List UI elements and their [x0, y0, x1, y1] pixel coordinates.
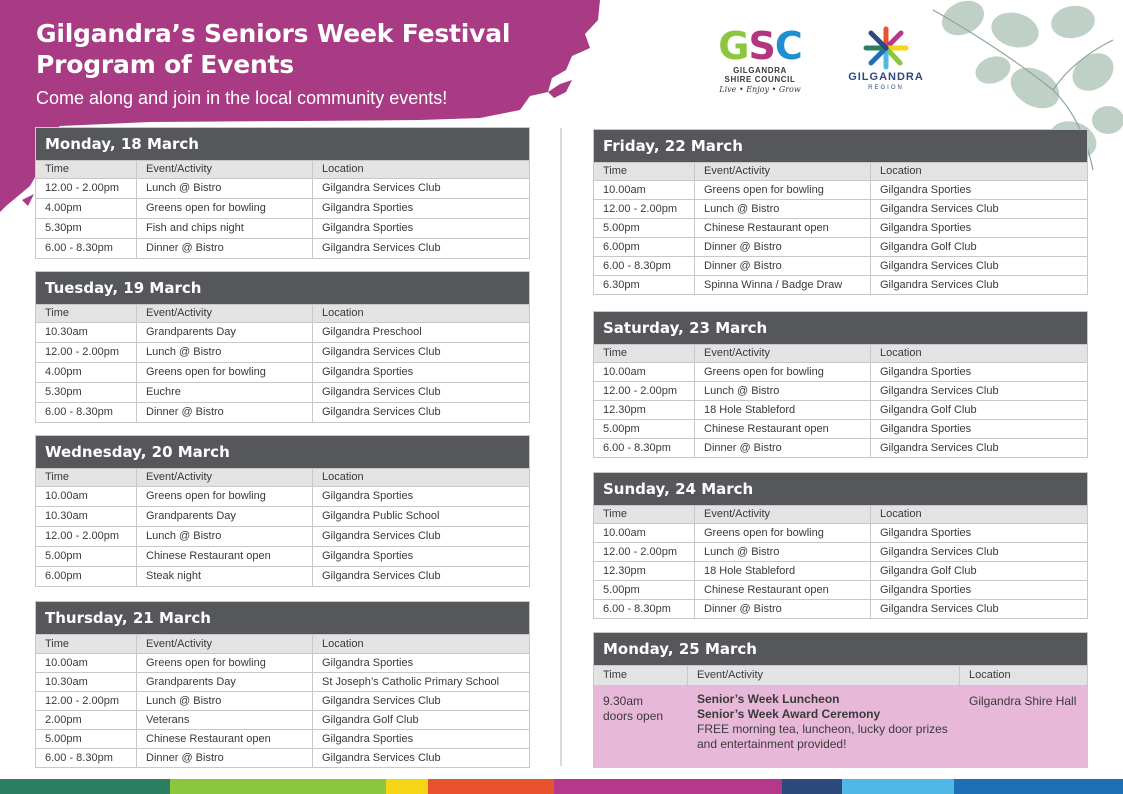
cell-event: Greens open for bowling: [694, 524, 870, 542]
cell-time: 10.00am: [45, 490, 88, 502]
page-subtitle: Come along and join in the local community events!: [36, 88, 448, 108]
color-stripe: [0, 779, 1123, 794]
day-table-thursday-21: [35, 601, 530, 768]
table-row: [36, 653, 529, 672]
cell-location: Gilgandra Sporties: [312, 487, 529, 506]
cell-event: Greens open for bowling: [694, 363, 870, 381]
table-row: [594, 400, 1087, 419]
cell-location: Gilgandra Services Club: [312, 527, 529, 546]
day-table-sunday-24: [593, 472, 1088, 619]
cell-location: Gilgandra Sporties: [870, 581, 1087, 599]
day-title: Saturday, 23 March: [594, 312, 1087, 344]
cell-location: Gilgandra Services Club: [870, 439, 1087, 457]
table-row: [36, 566, 529, 586]
table-row: [594, 599, 1087, 618]
column-header-location: Location: [959, 666, 1087, 685]
table-row: [36, 506, 529, 526]
cell-event: Dinner @ Bistro: [694, 257, 870, 275]
cell-time: 10.30am: [45, 326, 88, 338]
table-row: [36, 342, 529, 362]
table-row: [36, 526, 529, 546]
cell-time: 10.00am: [603, 527, 646, 539]
cell-location: Gilgandra Services Club: [870, 257, 1087, 275]
event-description: FREE morning tea, luncheon, lucky door prizes and entertainment provided!: [697, 722, 948, 751]
table-row: [36, 218, 529, 238]
stripe-segment: [386, 779, 428, 794]
cell-event: Dinner @ Bistro: [136, 749, 312, 767]
table-row: [594, 381, 1087, 400]
column-header-location: Location: [870, 506, 1087, 523]
column-header-row: [36, 304, 529, 322]
cell-time: 5.00pm: [45, 733, 82, 745]
table-row: [594, 561, 1087, 580]
cell-time: 12.30pm: [603, 565, 646, 577]
cell-location: Gilgandra Services Club: [870, 543, 1087, 561]
column-header-event: Event/Activity: [136, 635, 312, 653]
cell-event: Steak night: [136, 567, 312, 586]
cell-time: 6.30pm: [603, 279, 640, 291]
gsc-logo: [712, 26, 808, 108]
cell-time: 6.00 - 8.30pm: [45, 752, 113, 764]
cell-event: [687, 686, 959, 767]
day-title: Sunday, 24 March: [594, 473, 1087, 505]
column-header-time: Time: [603, 508, 628, 520]
cell-time: 5.30pm: [45, 386, 82, 398]
cell-event: Chinese Restaurant open: [694, 581, 870, 599]
cell-time: 6.00 - 8.30pm: [45, 406, 113, 418]
cell-location: Gilgandra Services Club: [870, 200, 1087, 218]
column-header-location: Location: [312, 161, 529, 178]
column-header-event: Event/Activity: [136, 305, 312, 322]
cell-location: Gilgandra Public School: [312, 507, 529, 526]
event-doors: doors open: [603, 709, 664, 723]
cell-time: 10.30am: [45, 676, 88, 688]
day-title: Tuesday, 19 March: [36, 272, 529, 304]
cell-event: 18 Hole Stableford: [694, 562, 870, 580]
table-row: [36, 402, 529, 422]
stripe-segment: [0, 779, 170, 794]
day-title: Monday, 18 March: [36, 128, 529, 160]
cell-location: Gilgandra Services Club: [870, 600, 1087, 618]
cell-event: Lunch @ Bistro: [694, 543, 870, 561]
cell-location: Gilgandra Sporties: [870, 420, 1087, 438]
cell-event: Grandparents Day: [136, 323, 312, 342]
column-header-location: Location: [312, 635, 529, 653]
cell-event: Lunch @ Bistro: [694, 382, 870, 400]
cell-location: Gilgandra Shire Hall: [959, 686, 1087, 767]
cell-event: Greens open for bowling: [136, 654, 312, 672]
cell-event: Lunch @ Bistro: [694, 200, 870, 218]
table-row: [36, 322, 529, 342]
gsc-logo-tagline: Live • Enjoy • Grow: [719, 85, 801, 94]
table-row: [594, 180, 1087, 199]
cell-event: Chinese Restaurant open: [694, 420, 870, 438]
cell-event: Chinese Restaurant open: [136, 730, 312, 748]
cell-time: 6.00pm: [45, 570, 82, 582]
cell-location: Gilgandra Golf Club: [312, 711, 529, 729]
cell-event: Spinna Winna / Badge Draw: [694, 276, 870, 294]
column-header-location: Location: [870, 163, 1087, 180]
cell-event: Dinner @ Bistro: [694, 238, 870, 256]
cell-location: Gilgandra Services Club: [312, 567, 529, 586]
cell-location: Gilgandra Sporties: [312, 363, 529, 382]
gsc-logo-line1: GILGANDRA: [733, 66, 787, 75]
column-header-time: Time: [45, 307, 70, 319]
cell-event: Chinese Restaurant open: [694, 219, 870, 237]
column-header-event: Event/Activity: [136, 161, 312, 178]
cell-time: 10.00am: [45, 657, 88, 669]
gilgandra-region-logo: [836, 26, 936, 106]
cell-location: Gilgandra Preschool: [312, 323, 529, 342]
region-logo-name: GILGANDRA: [848, 71, 924, 83]
page-title-line2: Program of Events: [36, 50, 294, 79]
column-header-row: [36, 634, 529, 653]
cell-event: Fish and chips night: [136, 219, 312, 238]
cell-location: Gilgandra Services Club: [870, 382, 1087, 400]
cell-event: Veterans: [136, 711, 312, 729]
cell-location: Gilgandra Sporties: [870, 524, 1087, 542]
cell-event: Euchre: [136, 383, 312, 402]
cell-time: 12.00 - 2.00pm: [603, 546, 677, 558]
column-header-location: Location: [312, 469, 529, 486]
cell-event: Lunch @ Bistro: [136, 527, 312, 546]
column-header-event: Event/Activity: [687, 666, 959, 685]
cell-time: 6.00 - 8.30pm: [603, 603, 671, 615]
cell-location: Gilgandra Services Club: [312, 179, 529, 198]
cell-location: Gilgandra Golf Club: [870, 401, 1087, 419]
cell-time: 5.30pm: [45, 222, 82, 234]
cell-event: Grandparents Day: [136, 673, 312, 691]
cell-location: Gilgandra Services Club: [312, 403, 529, 422]
cell-time: 12.00 - 2.00pm: [603, 203, 677, 215]
table-row: [594, 237, 1087, 256]
cell-time: 12.00 - 2.00pm: [45, 182, 119, 194]
cell-time: 2.00pm: [45, 714, 82, 726]
table-row: [36, 672, 529, 691]
cell-time: 12.00 - 2.00pm: [603, 385, 677, 397]
cell-location: Gilgandra Sporties: [870, 219, 1087, 237]
column-header-time: Time: [45, 471, 70, 483]
cell-event: Grandparents Day: [136, 507, 312, 526]
cell-event: Chinese Restaurant open: [136, 547, 312, 566]
cell-time: 5.00pm: [603, 584, 640, 596]
column-header-time: Time: [603, 165, 628, 177]
column-header-row: [36, 160, 529, 178]
cell-time: 5.00pm: [603, 222, 640, 234]
cell-location: Gilgandra Golf Club: [870, 238, 1087, 256]
table-row: [594, 218, 1087, 237]
cell-time: 10.00am: [603, 184, 646, 196]
day-title: Thursday, 21 March: [36, 602, 529, 634]
cell-location: Gilgandra Services Club: [312, 749, 529, 767]
column-header-location: Location: [312, 305, 529, 322]
table-row: [36, 198, 529, 218]
day-table-friday-22: [593, 129, 1088, 295]
cell-time: 12.30pm: [603, 404, 646, 416]
cell-location: Gilgandra Services Club: [312, 383, 529, 402]
cell-location: Gilgandra Services Club: [312, 343, 529, 362]
stripe-segment: [954, 779, 1123, 794]
highlight-event-row: [594, 685, 1087, 767]
table-row: [36, 748, 529, 767]
region-star-icon: [861, 26, 911, 70]
cell-time: 12.00 - 2.00pm: [45, 695, 119, 707]
cell-location: Gilgandra Services Club: [870, 276, 1087, 294]
day-table-saturday-23: [593, 311, 1088, 458]
cell-location: Gilgandra Sporties: [312, 219, 529, 238]
table-row: [594, 438, 1087, 457]
table-row: [36, 486, 529, 506]
table-row: [594, 580, 1087, 599]
page-title-line1: Gilgandra’s Seniors Week Festival: [36, 19, 511, 48]
event-time: 9.30am: [603, 694, 644, 708]
cell-location: St Joseph’s Catholic Primary School: [312, 673, 529, 691]
stripe-segment: [554, 779, 782, 794]
table-row: [36, 546, 529, 566]
table-row: [594, 256, 1087, 275]
day-title: Friday, 22 March: [594, 130, 1087, 162]
column-header-time: Time: [603, 347, 628, 359]
column-header-row: [594, 505, 1087, 523]
cell-time: 12.00 - 2.00pm: [45, 530, 119, 542]
table-row: [36, 691, 529, 710]
cell-time: 5.00pm: [45, 550, 82, 562]
cell-location: Gilgandra Sporties: [312, 199, 529, 218]
table-row: [594, 419, 1087, 438]
cell-time: 5.00pm: [603, 423, 640, 435]
cell-time: 10.30am: [45, 510, 88, 522]
column-header-row: [594, 162, 1087, 180]
day-table-monday-18: [35, 127, 530, 259]
column-header-row: [594, 665, 1087, 685]
cell-event: Dinner @ Bistro: [136, 403, 312, 422]
table-row: [36, 710, 529, 729]
column-header-time: Time: [603, 669, 628, 681]
column-header-time: Time: [45, 638, 70, 650]
column-header-event: Event/Activity: [694, 345, 870, 362]
column-header-event: Event/Activity: [136, 469, 312, 486]
column-header-time: Time: [45, 163, 70, 175]
cell-time: 6.00 - 8.30pm: [603, 260, 671, 272]
region-logo-sub: REGION: [868, 85, 904, 91]
table-row: [36, 178, 529, 198]
column-header-event: Event/Activity: [694, 506, 870, 523]
gsc-logo-line2: SHIRE COUNCIL: [724, 75, 796, 84]
cell-time: 4.00pm: [45, 202, 82, 214]
cell-event: Dinner @ Bistro: [694, 600, 870, 618]
table-row: [36, 362, 529, 382]
table-row: [594, 199, 1087, 218]
column-header-row: [594, 344, 1087, 362]
event-luncheon: Senior’s Week Luncheon: [697, 692, 840, 706]
column-divider: [560, 128, 562, 766]
day-table-wednesday-20: [35, 435, 530, 587]
cell-event: Greens open for bowling: [694, 181, 870, 199]
column-header-row: [36, 468, 529, 486]
column-header-location: Location: [870, 345, 1087, 362]
cell-time: 6.00 - 8.30pm: [45, 242, 113, 254]
cell-location: Gilgandra Sporties: [870, 181, 1087, 199]
day-title: Wednesday, 20 March: [36, 436, 529, 468]
column-header-event: Event/Activity: [694, 163, 870, 180]
cell-time: 6.00 - 8.30pm: [603, 442, 671, 454]
cell-event: Greens open for bowling: [136, 487, 312, 506]
cell-location: Gilgandra Sporties: [870, 363, 1087, 381]
cell-event: Dinner @ Bistro: [136, 239, 312, 258]
cell-time: 6.00pm: [603, 241, 640, 253]
table-row: [36, 729, 529, 748]
cell-location: Gilgandra Sporties: [312, 654, 529, 672]
cell-event: Greens open for bowling: [136, 199, 312, 218]
day-title: Monday, 25 March: [594, 633, 1087, 665]
cell-event: Lunch @ Bistro: [136, 179, 312, 198]
cell-time: 10.00am: [603, 366, 646, 378]
cell-event: 18 Hole Stableford: [694, 401, 870, 419]
cell-time: 12.00 - 2.00pm: [45, 346, 119, 358]
gsc-logo-letters: GSC: [718, 24, 802, 68]
table-row: [594, 362, 1087, 381]
stripe-segment: [170, 779, 386, 794]
table-row: [36, 238, 529, 258]
cell-event: Dinner @ Bistro: [694, 439, 870, 457]
cell-location: Gilgandra Sporties: [312, 547, 529, 566]
event-ceremony: Senior’s Week Award Ceremony: [697, 707, 881, 721]
cell-location: Gilgandra Sporties: [312, 730, 529, 748]
cell-event: Lunch @ Bistro: [136, 692, 312, 710]
stripe-segment: [842, 779, 954, 794]
day-table-monday-25: [593, 632, 1088, 768]
day-table-tuesday-19: [35, 271, 530, 423]
cell-location: Gilgandra Golf Club: [870, 562, 1087, 580]
table-row: [594, 542, 1087, 561]
table-row: [36, 382, 529, 402]
cell-event: Greens open for bowling: [136, 363, 312, 382]
table-row: [594, 523, 1087, 542]
cell-location: Gilgandra Services Club: [312, 692, 529, 710]
cell-event: Lunch @ Bistro: [136, 343, 312, 362]
cell-location: Gilgandra Services Club: [312, 239, 529, 258]
stripe-segment: [428, 779, 554, 794]
cell-time: 4.00pm: [45, 366, 82, 378]
table-row: [594, 275, 1087, 294]
cell-time: [594, 686, 687, 767]
stripe-segment: [782, 779, 842, 794]
